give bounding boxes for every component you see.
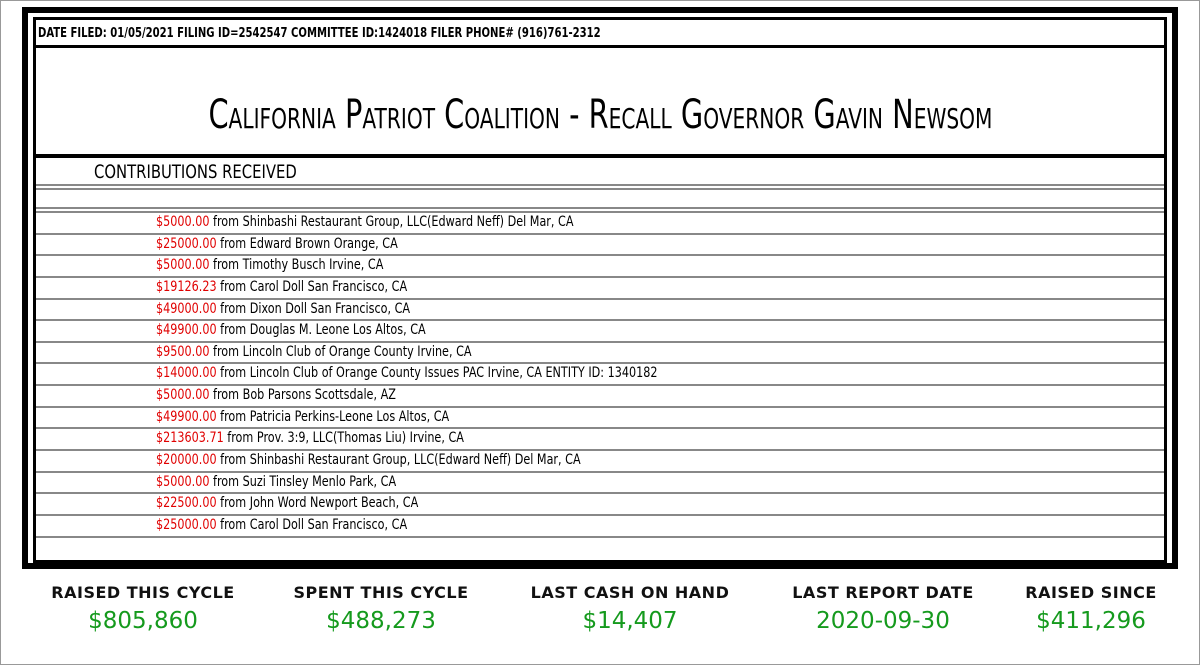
contribution-source: from Prov. 3:9, LLC(Thomas Liu) Irvine, CA — [223, 430, 464, 447]
contribution-text — [156, 386, 396, 405]
filing-document-frame — [33, 17, 1167, 563]
stat-value: $805,860 — [88, 608, 198, 634]
stat-last-cash-on-hand — [510, 582, 750, 638]
contribution-row — [36, 254, 1164, 276]
contribution-source: from Shinbashi Restaurant Group, LLC(Edward Neff) Del Mar, CA — [216, 452, 581, 469]
contribution-source: from Shinbashi Restaurant Group, LLC(Edward Neff) Del Mar, CA — [209, 214, 574, 230]
stat-label: LAST REPORT DATE — [792, 583, 974, 602]
spacer-row — [36, 188, 1164, 209]
contribution-source: from Lincoln Club of Orange County Issues PAC Irvine, CA ENTITY ID: 1340182 — [216, 365, 658, 382]
contribution-row — [36, 341, 1164, 363]
committee-title-text: California Patriot Coalition - Recall Governor Gavin Newsom — [207, 92, 992, 138]
contribution-amount: $9500.00 — [156, 343, 210, 360]
stat-value: $411,296 — [1036, 608, 1146, 634]
contribution-amount: $22500.00 — [156, 495, 217, 512]
contribution-text — [156, 494, 418, 513]
list-bottom-rule — [36, 536, 1164, 538]
contribution-row — [36, 211, 1164, 233]
contribution-text — [156, 235, 398, 254]
stat-value: $14,407 — [582, 608, 678, 634]
contribution-source: from Patricia Perkins-Leone Los Altos, CA — [216, 408, 450, 425]
contribution-text — [156, 256, 383, 275]
contribution-amount: $19126.23 — [156, 278, 217, 295]
contributions-heading — [94, 161, 354, 183]
contribution-source: from Lincoln Club of Orange County Irvine, CA — [209, 343, 472, 360]
stat-label: RAISED THIS CYCLE — [51, 583, 235, 602]
filing-header-text: DATE FILED: 01/05/2021 FILING ID=2542547 COMMITTEE ID:1424018 FILER PHONE# (916)761-2312 — [38, 26, 601, 41]
contribution-amount: $5000.00 — [156, 214, 210, 230]
contribution-amount: $20000.00 — [156, 452, 217, 469]
contribution-row — [36, 471, 1164, 493]
stat-value: 2020-09-30 — [816, 608, 950, 634]
committee-title — [36, 93, 1164, 137]
contribution-text — [156, 516, 407, 535]
contribution-source: from Suzi Tinsley Menlo Park, CA — [209, 473, 397, 490]
contribution-amount: $49000.00 — [156, 300, 217, 317]
contribution-row — [36, 276, 1164, 298]
contribution-text — [156, 451, 581, 470]
contributions-heading-text: CONTRIBUTIONS RECEIVED — [94, 161, 297, 183]
stat-label: LAST CASH ON HAND — [530, 583, 730, 602]
contribution-row — [36, 319, 1164, 341]
contribution-amount: $49900.00 — [156, 322, 217, 339]
contribution-row — [36, 406, 1164, 428]
stat-value: $488,273 — [326, 608, 436, 634]
contribution-amount: $14000.00 — [156, 365, 217, 382]
contribution-row — [36, 384, 1164, 406]
contribution-text — [156, 278, 407, 297]
contribution-text — [156, 429, 464, 448]
contribution-text — [156, 300, 410, 319]
contribution-amount: $25000.00 — [156, 516, 217, 533]
contribution-source: from Timothy Busch Irvine, CA — [209, 257, 384, 274]
contribution-amount: $25000.00 — [156, 235, 217, 252]
contribution-source: from Bob Parsons Scottsdale, AZ — [209, 387, 396, 404]
contribution-text — [156, 473, 396, 492]
summary-stats — [0, 574, 1200, 654]
contribution-text — [156, 321, 426, 340]
contribution-text — [156, 213, 574, 232]
contribution-row — [36, 427, 1164, 449]
filing-header — [36, 20, 1164, 48]
contribution-source: from Carol Doll San Francisco, CA — [216, 278, 408, 295]
contribution-text — [156, 408, 449, 427]
stat-label: RAISED SINCE — [1025, 583, 1157, 602]
filing-document-inner — [28, 13, 1172, 563]
contribution-amount: $5000.00 — [156, 387, 210, 404]
contribution-row — [36, 362, 1164, 384]
stat-last-report-date — [763, 582, 1003, 638]
contribution-row — [36, 492, 1164, 514]
contribution-amount: $49900.00 — [156, 408, 217, 425]
contribution-source: from John Word Newport Beach, CA — [216, 495, 419, 512]
filing-document — [22, 7, 1178, 569]
title-box — [36, 51, 1164, 158]
contribution-amount: $5000.00 — [156, 257, 210, 274]
contribution-source: from Edward Brown Orange, CA — [216, 235, 398, 252]
contribution-row — [36, 449, 1164, 471]
contributions-heading-row — [36, 158, 1164, 186]
contributions-list — [36, 211, 1164, 538]
contribution-amount: $5000.00 — [156, 473, 210, 490]
contribution-row — [36, 514, 1164, 536]
contribution-amount: $213603.71 — [156, 430, 224, 447]
contribution-source: from Carol Doll San Francisco, CA — [216, 516, 408, 533]
contribution-text — [156, 343, 472, 362]
contribution-row — [36, 233, 1164, 255]
stat-raised-this-cycle — [23, 582, 263, 638]
stat-spent-this-cycle — [261, 582, 501, 638]
contribution-row — [36, 298, 1164, 320]
stat-raised-since — [971, 582, 1200, 638]
contribution-source: from Douglas M. Leone Los Altos, CA — [216, 322, 426, 339]
contribution-text — [156, 364, 657, 383]
contribution-source: from Dixon Doll San Francisco, CA — [216, 300, 411, 317]
stat-label: SPENT THIS CYCLE — [293, 583, 469, 602]
